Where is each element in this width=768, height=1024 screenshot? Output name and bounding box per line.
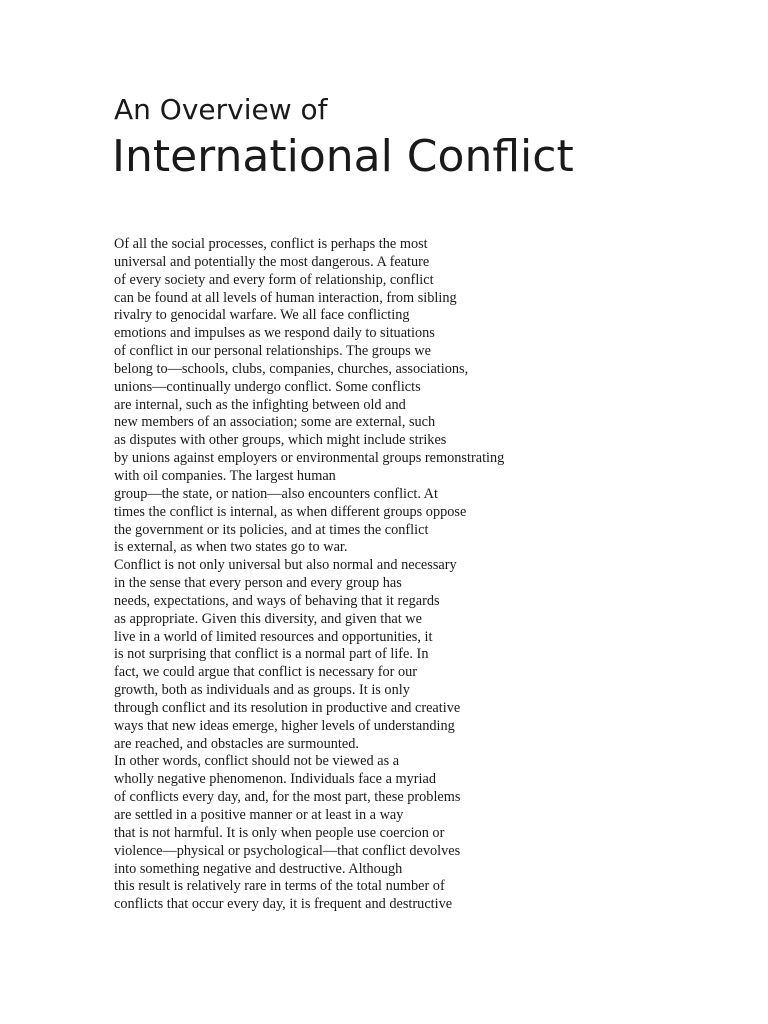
body-text-line: growth, both as individuals and as groups. It is only	[114, 682, 410, 699]
body-text-line: can be found at all levels of human interaction, from sibling	[114, 289, 457, 306]
body-text-line: are internal, such as the infighting between old and	[114, 396, 406, 413]
body-text-line: ways that new ideas emerge, higher levels of understanding	[114, 717, 455, 734]
body-text-line: live in a world of limited resources and opportunities, it	[114, 628, 433, 645]
body-text-line: as appropriate. Given this diversity, and given that we	[114, 610, 422, 627]
body-text-line: In other words, conflict should not be viewed as a	[114, 753, 400, 770]
body-text-line: into something negative and destructive. Although	[114, 860, 403, 877]
body-text	[114, 236, 504, 914]
body-text-line: needs, expectations, and ways of behaving that it regards	[114, 592, 440, 609]
chapter-title: International Conflict	[112, 131, 574, 182]
body-text-line: Conflict is not only universal but also normal and necessary	[114, 557, 457, 574]
body-text-line: through conflict and its resolution in productive and creative	[114, 699, 461, 716]
body-text-line: of conflict in our personal relationships. The groups we	[114, 343, 431, 360]
body-text-line: universal and potentially the most dangerous. A feature	[114, 253, 430, 270]
body-text-line: of every society and every form of relationship, conflict	[114, 271, 434, 288]
body-text-line: with oil companies. The largest human	[114, 467, 336, 484]
body-text-line: in the sense that every person and every group has	[114, 575, 402, 592]
body-text-line: group—the state, or nation—also encounters conflict. At	[114, 485, 438, 502]
body-text-line: the government or its policies, and at times the conflict	[114, 521, 429, 538]
body-text-line: that is not harmful. It is only when people use coercion or	[114, 824, 445, 841]
body-text-line: unions—continually undergo conflict. Some conflicts	[114, 378, 421, 395]
body-text-line: rivalry to genocidal warfare. We all face conflicting	[114, 307, 410, 324]
body-text-line: conflicts that occur every day, it is frequent and destructive	[114, 896, 453, 913]
chapter-subtitle: An Overview of	[114, 93, 328, 126]
body-text-line: by unions against employers or environmental groups remonstrating	[114, 450, 505, 467]
body-text-line: are reached, and obstacles are surmounted.	[114, 735, 359, 752]
body-text-line: Of all the social processes, conflict is perhaps the most	[114, 236, 428, 252]
body-text-line: fact, we could argue that conflict is necessary for our	[114, 664, 418, 681]
body-text-line: is external, as when two states go to war.	[114, 539, 348, 556]
body-text-line: as disputes with other groups, which might include strikes	[114, 432, 447, 449]
body-text-line: emotions and impulses as we respond daily to situations	[114, 325, 435, 342]
body-text-line: violence—physical or psychological—that conflict devolves	[114, 842, 461, 859]
body-text-line: wholly negative phenomenon. Individuals face a myriad	[114, 771, 436, 788]
body-text-line: belong to—schools, clubs, companies, churches, associations,	[114, 360, 469, 377]
body-text-line: times the conflict is internal, as when different groups oppose	[114, 503, 467, 520]
body-text-line: are settled in a positive manner or at least in a way	[114, 807, 404, 823]
body-text-line: this result is relatively rare in terms of the total number of	[114, 878, 445, 895]
body-text-line: of conflicts every day, and, for the most part, these problems	[114, 789, 461, 806]
body-text-line: is not surprising that conflict is a normal part of life. In	[114, 646, 429, 663]
body-text-line: new members of an association; some are external, such	[114, 414, 436, 431]
